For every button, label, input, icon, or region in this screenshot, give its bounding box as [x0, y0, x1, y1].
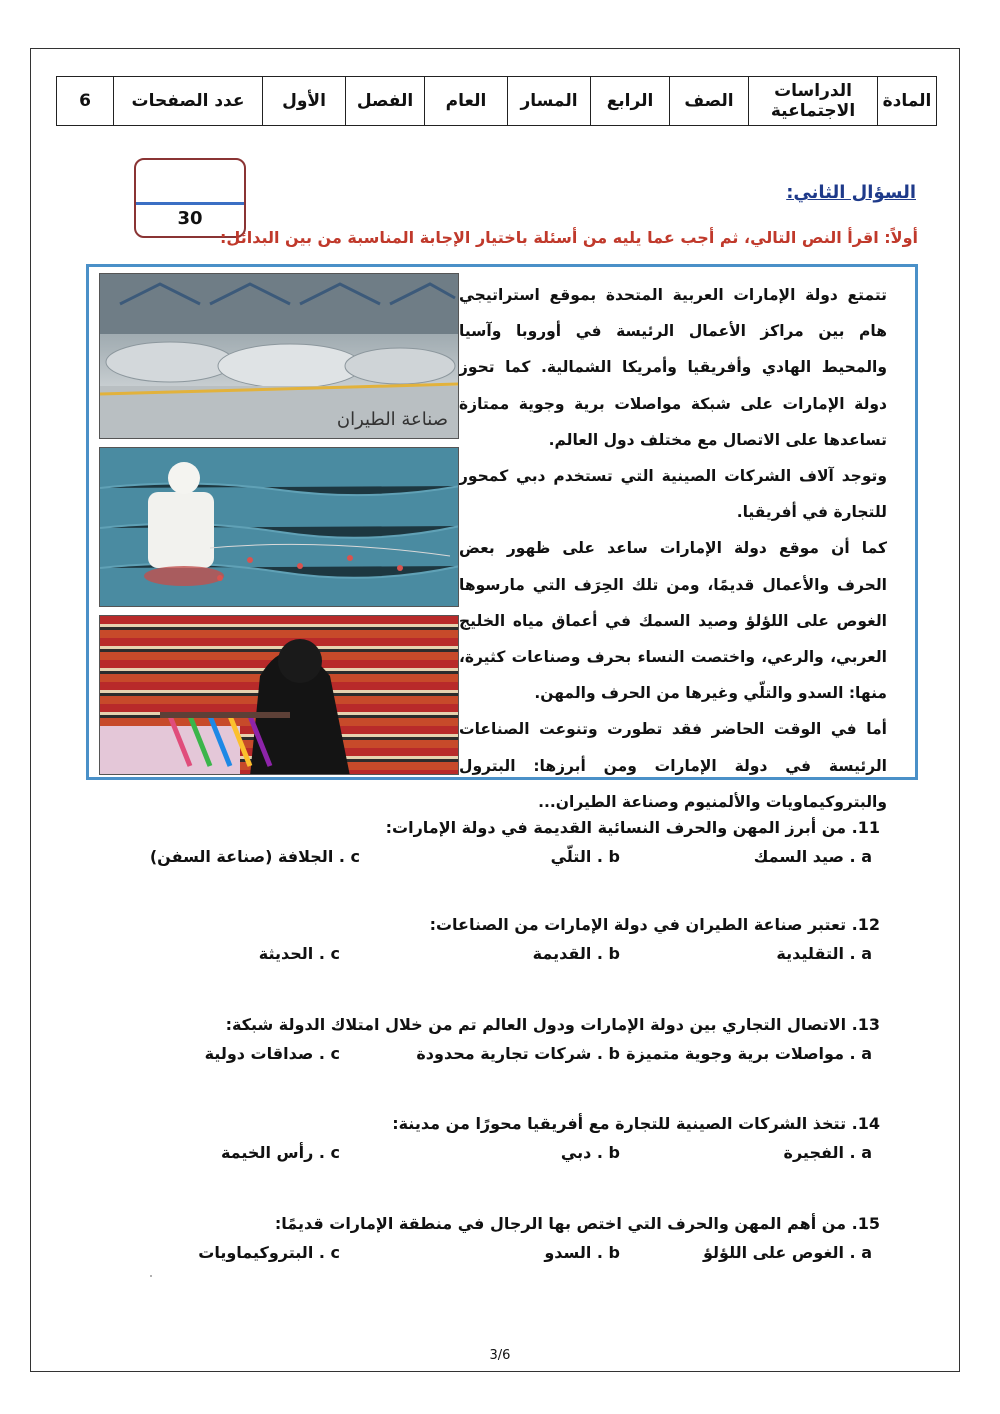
answer-options	[100, 944, 880, 974]
option-c[interactable]: c . الجلافة (صناعة السفن)	[149, 847, 360, 866]
header-grade-value: الرابع	[591, 77, 670, 126]
header-track-value: العام	[425, 77, 508, 126]
option-c[interactable]: c . البتروكيماويات	[198, 1243, 340, 1262]
header-term-label: الفصل	[346, 77, 425, 126]
header-pages-value: 6	[57, 77, 114, 126]
header-subject-value: الدراسات الاجتماعية	[749, 77, 878, 126]
option-a[interactable]: a . التقليدية	[776, 944, 872, 963]
header-pages-label: عدد الصفحات	[114, 77, 263, 126]
question-stem: 13. الاتصال التجاري بين دولة الإمارات ودول العالم تم من خلال امتلاك الدولة شبكة:	[225, 1015, 880, 1034]
question-14	[100, 1114, 880, 1173]
header-track-label: المسار	[508, 77, 591, 126]
header-grade-label: الصف	[670, 77, 749, 126]
score-value: 30	[177, 208, 203, 229]
passage-paragraph: كما أن موقع دولة الإمارات ساعد على ظهور بعض الحرف والأعمال قديمًا، ومن تلك الحِرَف التي مارسوها الغوص على اللؤلؤ وصيد السمك في أعماق مياه الخليج العربي، والرعي، واختصت النساء بحرف وصناعات كثيرة، منها: السدو والتلّي وغيرها من الحرف والمهن.	[459, 539, 887, 703]
option-b[interactable]: b . شركات تجارية محدودة	[416, 1044, 620, 1063]
answer-options	[100, 1143, 880, 1173]
score-box	[134, 158, 246, 238]
reading-passage-box	[86, 264, 918, 811]
scan-speck	[150, 1275, 152, 1277]
answer-options	[100, 1243, 880, 1273]
option-b[interactable]: b . القديمة	[532, 944, 620, 963]
question-stem: 14. تتخذ الشركات الصينية للتجارة مع أفريقيا محورًا من مدينة:	[392, 1114, 880, 1133]
option-c[interactable]: c . صداقات دولية	[204, 1044, 340, 1063]
question-12	[100, 915, 880, 974]
instruction-text: أولاً: اقرأ النص التالي، ثم أجب عما يليه من أسئلة باختيار الإجابة المناسبة من بين البدائل:	[220, 228, 918, 247]
fisherman-icon	[100, 448, 459, 607]
option-a[interactable]: a . صيد السمك	[753, 847, 872, 866]
passage-paragraph: تتمتع دولة الإمارات العربية المتحدة بموقع استراتيجي هام بين مراكز الأعمال الرئيسة في أوروبا وآسيا والمحيط الهادي وأفريقيا وأمريكا الشمالية. كما تحوز دولة الإمارات على شبكة مواصلات برية وجوية ممتازة تساعدها على الاتصال مع مختلف دول العالم.	[459, 286, 887, 449]
page-number: 3/6	[489, 1348, 511, 1363]
score-divider	[136, 202, 244, 205]
question-11	[100, 818, 880, 877]
sadu-weaving-icon	[100, 616, 459, 775]
passage-paragraph: وتوجد آلاف الشركات الصينية التي تستخدم دبي كمحور للتجارة في أفريقيا.	[459, 467, 887, 522]
aviation-industry-photo	[99, 273, 459, 439]
answer-options	[100, 847, 880, 877]
question-stem: 12. تعتبر صناعة الطيران في دولة الإمارات من الصناعات:	[429, 915, 880, 934]
fishing-photo	[99, 447, 459, 607]
passage-paragraph: أما في الوقت الحاضر فقد تطورت وتنوعت الصناعات الرئيسة في دولة الإمارات ومن أبرزها: البترول والبتروكيماويات والألمنيوم وصناعة الطيران...	[459, 720, 887, 811]
aviation-caption: صناعة الطيران	[336, 409, 448, 430]
question-stem: 11. من أبرز المهن والحرف النسائية القديمة في دولة الإمارات:	[385, 818, 880, 837]
option-b[interactable]: b . السدو	[544, 1243, 620, 1262]
option-a[interactable]: a . مواصلات برية وجوية متميزة	[626, 1044, 872, 1063]
option-a[interactable]: a . الغوص على اللؤلؤ	[703, 1243, 872, 1262]
question-title: السؤال الثاني:	[786, 182, 916, 203]
answer-options	[100, 1044, 880, 1074]
header-subject-label: المادة	[878, 77, 937, 126]
header-info-table	[56, 76, 937, 126]
option-a[interactable]: a . الفجيرة	[783, 1143, 872, 1162]
option-c[interactable]: c . رأس الخيمة	[220, 1143, 340, 1162]
weaving-photo	[99, 615, 459, 775]
question-13	[100, 1015, 880, 1074]
option-b[interactable]: b . دبي	[560, 1143, 620, 1162]
question-15	[100, 1214, 880, 1273]
passage-text	[459, 277, 887, 820]
question-stem: 15. من أهم المهن والحرف التي اختص بها الرجال في منطقة الإمارات قديمًا:	[274, 1214, 880, 1233]
option-b[interactable]: b . التلّي	[550, 847, 620, 866]
option-c[interactable]: c . الحديثة	[258, 944, 340, 963]
header-term-value: الأول	[263, 77, 346, 126]
